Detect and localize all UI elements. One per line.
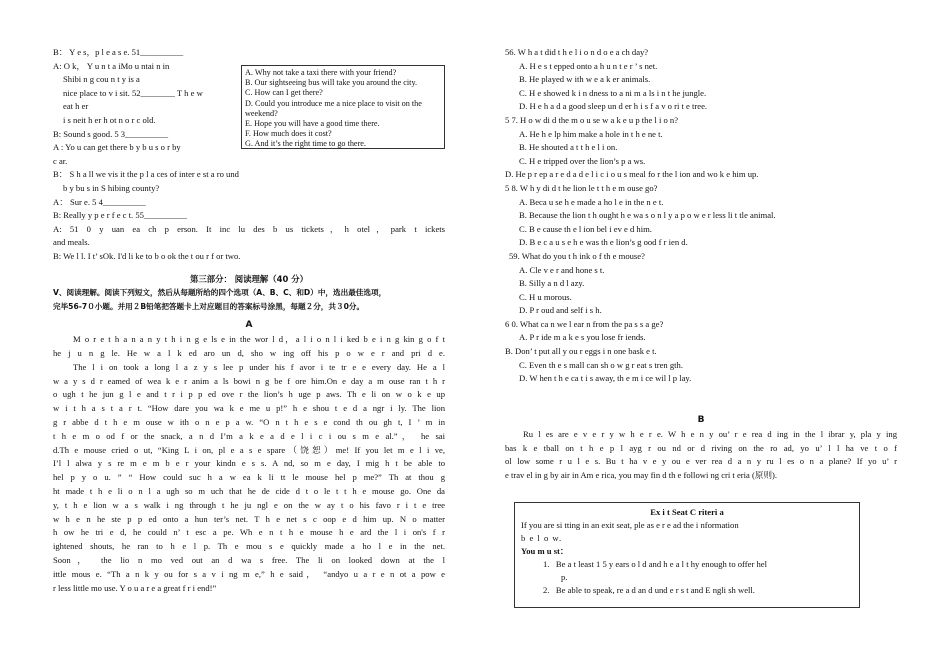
- exit-box-item-1: [521, 558, 853, 571]
- dialog-line: c ar.: [53, 155, 68, 166]
- passage-a-line: The l i on took a long l a z y s lee p under his f avor i te tr e e every day. He a l: [73, 361, 445, 372]
- dialog-line: B： Y e s，p l e a s e. 51__________: [53, 47, 184, 57]
- passage-a-line: o ugh t he jun g l e and t r i p p ed ove r the lion’s h uge p aws. Th e li on w o k e up: [53, 389, 445, 400]
- passage-a-line: r less little mo use. Y o u a r e a great f r i end!”: [53, 582, 217, 593]
- item-number: 2.: [543, 585, 550, 595]
- dialog-line: A: O k， Y u n t a iMo u ntai n in: [53, 60, 170, 71]
- dialog-line: A： Sur e. 5 4__________: [53, 196, 146, 207]
- question-option: B. He played w ith w e a k er animals.: [519, 74, 651, 85]
- passage-a-line: Soon， the lio n mo ved out an d wa s free. The li on looked down at the l: [53, 555, 445, 566]
- option-item: C. How can I get there?: [245, 88, 323, 98]
- option-item: F. How much does it cost?: [245, 129, 332, 139]
- passage-a-line: he j u n g le. He w a l k ed aro un d, sho w ing off his p o w e r and pri d e.: [53, 348, 445, 359]
- exit-box-item-2: [521, 584, 853, 597]
- question-stem: 6 0. What ca n we l ear n from the pa s s a ge?: [505, 318, 664, 329]
- question-option: D. H e h a d a good sleep un d er h i s f a v o ri t e tree.: [519, 101, 708, 112]
- passage-b-letter: B: [697, 414, 705, 425]
- passage-a-line: hel p y o u. ” “ How could suc h a w ea k li tt le mouse hel p me?” Th at thou g: [53, 472, 445, 483]
- question-option: A. Cle v e r and hone s t.: [519, 264, 605, 275]
- dialog-line: A: 51 0 y uan ea ch p erson. It inc lu des b us tickets，h otel，park t ickets: [53, 223, 445, 234]
- passage-b-line: ol low some r u l e s. Bu t ha v e y ou e ver rea d a n y ru l es o n a plane? If yo u’ r: [505, 456, 897, 467]
- option-item: G. And it’s the right time to go there.: [245, 139, 366, 149]
- passage-a-line: w h e n he ste p p ed onto a hun ter’s net. T h e net s c oop e d him up. N o matter: [53, 513, 445, 524]
- question-list: [505, 46, 897, 386]
- question-option: B. He shouted a t t h e l i on.: [519, 142, 618, 153]
- passage-a-line: t h e m o od f or the snack, a n d I’m a k e a d e l i c i ou s m e al.”， he sai: [53, 430, 445, 441]
- item-text: Be able to speak, re a d an d und e r s t and E ngli sh well.: [555, 585, 755, 595]
- dialog-line: b y bu s in S hibing county?: [63, 182, 160, 193]
- dialog-line: i s neit h er h ot n o r c old.: [63, 114, 156, 125]
- option-item: B. Our sightseeing bus will take you around the city.: [245, 78, 418, 88]
- passage-b-body: [505, 428, 897, 483]
- passage-a-letter: A: [245, 320, 253, 331]
- passage-a-line: h ow he tri e d, he could n’ t esc a pe. Wh e n t h e mouse h e ard the l i on's f r: [53, 527, 445, 538]
- dialog-line: B: We l l. I t’ sOk. I'd li ke to b o ok the t ou r f or two.: [53, 250, 241, 261]
- right-column: [505, 46, 897, 483]
- section-title: 第三部分： 阅读理解（40 分）: [190, 273, 308, 284]
- passage-a-body: [53, 333, 445, 595]
- exit-box-intro-line: If you are si tting in an exit seat, ple as e r e ad the i nformation: [521, 520, 739, 530]
- section-instruction-2: 完毕56-7０小题。并用２B铅笔把答题卡上对应题目的答案标号涂黑，每题２分，共３0分。: [53, 301, 365, 311]
- passage-a-line: M o r e t h a n a n y t h i n g e ls e in the wor l d，a l i o n l i ked b e i n g kin g o f t: [73, 334, 445, 345]
- question-option: A. He h e lp him make a hole in t h e ne t.: [519, 128, 663, 139]
- question-option: C. Even th e s mall can sh o w g r eat s tren gth.: [519, 359, 683, 370]
- question-option: B. Because the lion t h ought h e wa s o n l y a p o w e r less li t tle animal.: [519, 210, 776, 221]
- question-option: C. H u morous.: [519, 291, 572, 302]
- question-option: A. Beca u se h e made a ho l e in the n e t.: [519, 196, 664, 207]
- passage-b-line: Ru l es are e v e r y w h e r e. W h e n y ou’ r e rea d ing in the l ibrar y, pla y ing: [523, 428, 897, 439]
- passage-a-line: g r abbe d t h e m ouse w ith o n e p a w. “O n t h e s e cond th ou gh t, I ’ m in: [53, 417, 445, 428]
- passage-b-line: e trav el in g by air in Am e rica, you may fin d th e followi ng cri t eria (原则).: [505, 470, 778, 481]
- exit-box-title: Ex i t Seat C riteri a: [650, 507, 724, 517]
- question-option: C. H e showed k i n dness to a ni m a ls i n t he jungle.: [519, 87, 707, 98]
- exit-box-must-label: You m u st：: [521, 546, 569, 556]
- question-option: D. He p r ep a r e d a d e l i c i o u s meal fo r the l ion and wo k e him up.: [505, 169, 759, 180]
- question-stem: 5 8. W h y di d t he lion le t t h e m ouse go?: [505, 182, 658, 193]
- dialog-line: B： S h a ll we vis it the p l a ces of inter e st a ro und: [53, 169, 239, 180]
- question-stem: 56. W h a t did t h e l i o n d o e a ch day?: [505, 47, 649, 57]
- option-item: A. Why not take a taxi there with your friend?: [245, 68, 397, 77]
- passage-b-line: bas k e tball on t h e p l ayg r ou nd or d riving on the ro ad, yo u’ l l ha ve t o f: [505, 442, 897, 453]
- dialog-line: and meals.: [53, 237, 90, 248]
- question-stem: 59. What do you t h ink o f th e mouse?: [509, 250, 645, 261]
- passage-a-line: ightened shouts, he ran to h e l p. Th e mou s e quickly made a ho l e in the net.: [53, 541, 445, 552]
- question-option: A. P r ide m a k e s you lose fr iends.: [519, 332, 646, 343]
- question-option: B. Don’ t put all y ou r eggs i n one bask e t.: [505, 346, 657, 357]
- question-option: C. B e cause th e l ion bel i ev e d him.: [519, 223, 652, 234]
- question-option: D. W hen t h e ca t i s away, th e m i ce wil l p lay.: [519, 373, 692, 384]
- exit-box-item-1-cont: p.: [561, 572, 568, 582]
- passage-a-line: d.Th e mouse cried o ut, “King L i on, pl e a s e spare（饶恕）me! If you let m e l i ve,: [53, 444, 445, 455]
- dialog-line: Shibi n g cou n t y is a: [63, 74, 140, 85]
- exit-box-intro-line: b e l o w.: [521, 533, 563, 543]
- dialog-line: eat h er: [63, 101, 89, 112]
- passage-a-line: w a y s d r eamed of wea k e r anim a ls bowi n g be f ore him.On e day a m ouse ran t h r: [53, 375, 445, 386]
- question-option: C. H e tripped over the lion’s p a ws.: [519, 155, 646, 166]
- section-instruction-1: Ⅴ、阅读理解。阅读下列短文，然后从每题所给的四个选项（A、B、C、和D）中，选出最佳选项，: [53, 288, 387, 298]
- dialog-line: B: Really y p e r f e c t. 55__________: [53, 210, 187, 221]
- question-option: D. B e c a u s e h e was th e lion’s g ood f r ien d.: [519, 237, 688, 248]
- option-item: E. Hope you will have a good time there.: [245, 118, 380, 128]
- exit-seat-criteria-box: [514, 502, 860, 608]
- dialog-line: A : Yo u can get there b y b u s o r by: [53, 142, 181, 153]
- question-option: B. Silly a n d l azy.: [519, 278, 585, 289]
- passage-a-line: I’l l alwa y s re m e m b e r your kindn e s s. A nd, so m e day, I mig h t be able to: [53, 458, 445, 469]
- passage-a-line: ittle mous e. “Th a n k y ou for s a v i ng m e,” h e said， “andyo u a r e n ot a pow e: [53, 568, 445, 579]
- question-stem: 5 7. H o w di d the m o u se w a k e u p the l i o n?: [505, 114, 679, 125]
- dialog-line: B: Sound s good. 5 3__________: [53, 128, 169, 139]
- passage-a-line: y, t h e lion w a s walk i ng through t he ju ngl e on the w ay t o his favo r i t e tree: [53, 499, 445, 510]
- options-box: [241, 65, 445, 149]
- question-option: A. H e s t epped onto a h u n t e r ’ s net.: [519, 60, 658, 71]
- option-item: D. Could you introduce me a nice place to visit on the weekend?: [245, 98, 422, 118]
- passage-a-line: ht made t h e li o n l a ugh so m uch that he de cide d t o le t t h e mouse go. One da: [53, 486, 445, 497]
- dialog-line: nice place to v i sit. 52________ T h e w: [63, 87, 203, 98]
- item-number: 1.: [543, 559, 550, 569]
- item-text: Be a t least 1 5 y ears o l d and h e a l t hy enough to offer hel: [555, 559, 767, 569]
- passage-a-line: w i t h a s t a r t. “How dare you wa k e me u p!” h e shou t e d a ngr i ly. The lion: [53, 403, 445, 414]
- question-option: D. P r oud and self i s h.: [519, 305, 602, 316]
